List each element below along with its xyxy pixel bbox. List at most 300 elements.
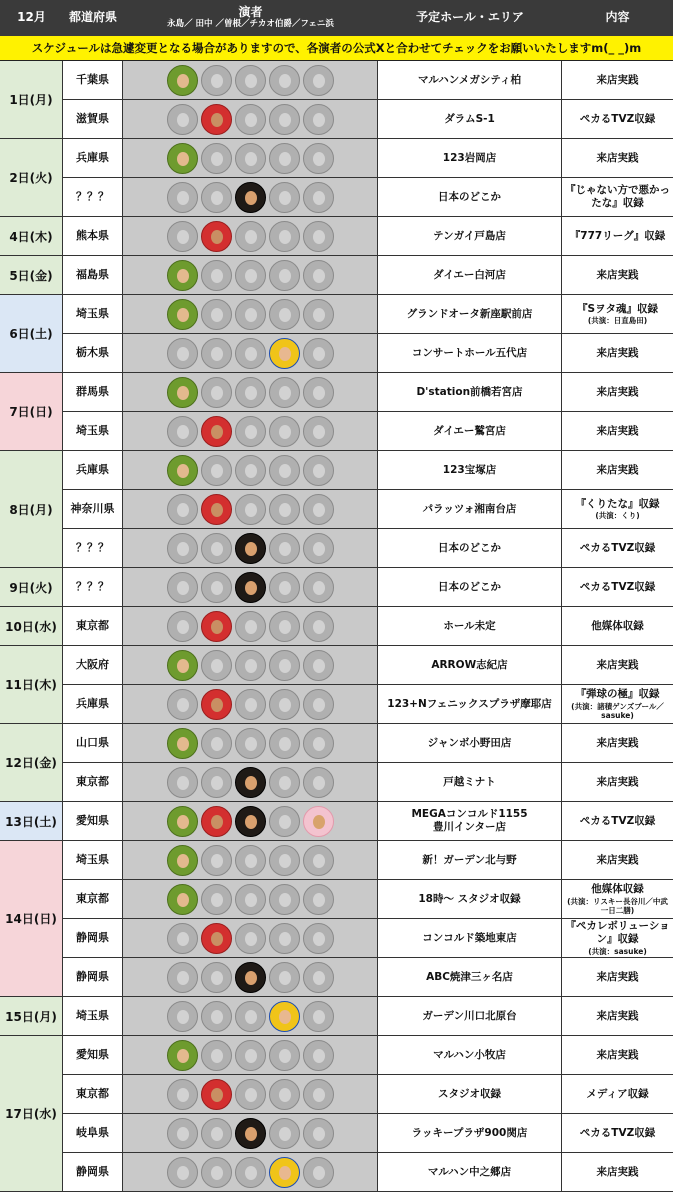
performer-avatar-inactive: [201, 182, 232, 213]
performer-avatar-inactive: [235, 65, 266, 96]
venue-cell: ガーデン川口北原台: [378, 997, 562, 1035]
content-cell: [562, 997, 673, 1035]
performers-cell: [123, 685, 378, 723]
prefecture-cell: 山口県: [63, 724, 123, 762]
performer-avatar-inactive: [303, 650, 334, 681]
performers-cell: [123, 802, 378, 840]
performer-avatar-inactive: [269, 65, 300, 96]
date-cell: 15日(月): [0, 997, 63, 1036]
performers-header-names: 永島／ 田中 ／曽根／チカオ伯爵／フェニ浜: [167, 19, 334, 30]
performers-cell: [123, 1153, 378, 1191]
content-cell: [562, 490, 673, 528]
venue-cell: コンコルド築地東店: [378, 919, 562, 957]
venue-cell: マルハン中之郷店: [378, 1153, 562, 1191]
prefecture-cell: 滋賀県: [63, 100, 123, 138]
performer-avatar-active: [201, 494, 232, 525]
content-cell: [562, 724, 673, 762]
performers-cell: [123, 256, 378, 294]
performer-avatar-inactive: [303, 494, 334, 525]
performer-avatar-inactive: [235, 494, 266, 525]
table-row: [63, 646, 673, 685]
performer-avatar-inactive: [201, 377, 232, 408]
table-row: [63, 529, 673, 568]
performers-cell: [123, 373, 378, 411]
performer-avatar-inactive: [235, 845, 266, 876]
table-row: [63, 490, 673, 529]
performer-avatar-inactive: [201, 143, 232, 174]
performer-avatar-inactive: [235, 1079, 266, 1110]
table-row: [63, 295, 673, 334]
prefecture-cell: 千葉県: [63, 61, 123, 99]
content-cell: [562, 1153, 673, 1191]
content-text: 来店実践: [596, 970, 639, 983]
performer-avatar-active: [235, 572, 266, 603]
performer-avatar-inactive: [201, 884, 232, 915]
performer-avatar-inactive: [167, 533, 198, 564]
venue-cell: ABC焼津三ヶ名店: [378, 958, 562, 996]
performer-avatar-inactive: [235, 728, 266, 759]
performer-avatar-active: [201, 923, 232, 954]
performer-avatar-inactive: [235, 377, 266, 408]
content-text: 来店実践: [596, 1165, 639, 1178]
date-cell: 4日(木): [0, 217, 63, 256]
content-note: (共演：日直島田): [587, 316, 648, 326]
performers-cell: [123, 412, 378, 450]
content-text: 他媒体収録: [591, 883, 644, 896]
performer-avatar-inactive: [269, 221, 300, 252]
content-text: 『じゃない方で悪かったな』収録: [565, 184, 670, 209]
prefecture-cell: 埼玉県: [63, 412, 123, 450]
performer-avatar-active: [269, 1001, 300, 1032]
prefecture-cell: 福島県: [63, 256, 123, 294]
date-cell: 7日(日): [0, 373, 63, 451]
performer-avatar-active: [167, 299, 198, 330]
date-cell: 2日(火): [0, 139, 63, 217]
performer-avatar-inactive: [269, 1040, 300, 1071]
content-cell: [562, 139, 673, 177]
content-cell: [562, 61, 673, 99]
content-text: 『777リーグ』収録: [569, 229, 666, 242]
performer-avatar-active: [235, 182, 266, 213]
performer-avatar-inactive: [201, 1040, 232, 1071]
venue-header: 予定ホール・エリア: [416, 10, 524, 25]
content-note: (共演：くり): [595, 511, 640, 521]
performers-cell: [123, 958, 378, 996]
performer-avatar-inactive: [201, 1157, 232, 1188]
date-cell: 6日(土): [0, 295, 63, 373]
prefecture-cell: 愛知県: [63, 1036, 123, 1074]
performer-avatar-inactive: [269, 1079, 300, 1110]
performer-avatar-inactive: [235, 923, 266, 954]
content-text: 『Sヲタ魂』収録: [577, 302, 658, 315]
venue-cell: 日本のどこか: [378, 178, 562, 216]
venue-cell: マルハン小牧店: [378, 1036, 562, 1074]
venue-cell: コンサートホール五代店: [378, 334, 562, 372]
performers-cell: [123, 1114, 378, 1152]
date-cell: 11日(木): [0, 646, 63, 724]
content-text: 来店実践: [596, 424, 639, 437]
performer-avatar-inactive: [201, 533, 232, 564]
performer-avatar-active: [235, 533, 266, 564]
table-row: [63, 763, 673, 802]
venue-cell: 123岩岡店: [378, 139, 562, 177]
performers-header-title: 演者: [238, 5, 263, 20]
venue-cell: ダラムS-1: [378, 100, 562, 138]
content-text: ペカるTVZ収録: [579, 814, 656, 827]
table-row: [63, 607, 673, 646]
performer-avatar-inactive: [235, 611, 266, 642]
performer-avatar-inactive: [201, 767, 232, 798]
performer-avatar-inactive: [269, 572, 300, 603]
performer-avatar-active: [167, 1040, 198, 1071]
content-cell: [562, 295, 673, 333]
performer-avatar-active: [269, 338, 300, 369]
content-cell: [562, 841, 673, 879]
performer-avatar-inactive: [201, 572, 232, 603]
prefecture-cell: 神奈川県: [63, 490, 123, 528]
content-cell: [562, 178, 673, 216]
performer-avatar-inactive: [235, 689, 266, 720]
performer-avatar-inactive: [201, 845, 232, 876]
performer-avatar-inactive: [201, 650, 232, 681]
table-row: [63, 1036, 673, 1075]
table-row: [63, 919, 673, 958]
performer-avatar-inactive: [269, 767, 300, 798]
venue-cell: ラッキープラザ900関店: [378, 1114, 562, 1152]
performer-avatar-inactive: [269, 377, 300, 408]
performer-avatar-inactive: [269, 143, 300, 174]
performers-cell: [123, 139, 378, 177]
performer-avatar-inactive: [269, 845, 300, 876]
performer-avatar-inactive: [303, 143, 334, 174]
performer-avatar-inactive: [269, 611, 300, 642]
table-row: [63, 412, 673, 451]
content-cell: [562, 373, 673, 411]
performer-avatar-inactive: [303, 104, 334, 135]
content-cell: [562, 334, 673, 372]
performer-avatar-inactive: [235, 416, 266, 447]
prefecture-cell: 愛知県: [63, 802, 123, 840]
performer-avatar-inactive: [201, 728, 232, 759]
prefecture-cell: 兵庫県: [63, 685, 123, 723]
performer-avatar-inactive: [303, 1157, 334, 1188]
content-cell: [562, 685, 673, 723]
content-note: (共演：諸積ゲンズブール／sasuke): [571, 701, 664, 720]
content-cell: [562, 256, 673, 294]
performers-cell: [123, 1075, 378, 1113]
venue-cell: スタジオ収録: [378, 1075, 562, 1113]
performer-avatar-inactive: [201, 65, 232, 96]
content-cell: [562, 763, 673, 801]
table-row: [63, 1114, 673, 1153]
venue-cell: ジャンボ小野田店: [378, 724, 562, 762]
performer-avatar-inactive: [235, 1001, 266, 1032]
performer-avatar-inactive: [269, 182, 300, 213]
performers-cell: [123, 763, 378, 801]
performer-avatar-inactive: [201, 1118, 232, 1149]
performer-avatar-active: [303, 806, 334, 837]
month-header: 12月: [17, 10, 46, 25]
performer-avatar-inactive: [303, 65, 334, 96]
content-cell: [562, 1114, 673, 1152]
performers-cell: [123, 919, 378, 957]
performers-cell: [123, 880, 378, 918]
content-text: ペカるTVZ収録: [579, 1126, 656, 1139]
performer-avatar-inactive: [303, 533, 334, 564]
prefecture-cell: 東京都: [63, 763, 123, 801]
table-row: [63, 880, 673, 919]
performer-avatar-inactive: [303, 1001, 334, 1032]
performer-avatar-inactive: [235, 884, 266, 915]
prefecture-cell: ？？？: [63, 178, 123, 216]
performer-avatar-inactive: [303, 1118, 334, 1149]
performer-avatar-inactive: [303, 728, 334, 759]
performers-cell: [123, 529, 378, 567]
performers-cell: [123, 295, 378, 333]
performers-header: [123, 0, 378, 36]
content-cell: [562, 646, 673, 684]
performer-avatar-inactive: [269, 260, 300, 291]
performer-avatar-active: [235, 767, 266, 798]
table-row: [63, 802, 673, 841]
performer-avatar-active: [201, 689, 232, 720]
prefecture-cell: ？？？: [63, 529, 123, 567]
prefecture-cell: 埼玉県: [63, 841, 123, 879]
performers-cell: [123, 451, 378, 489]
date-cell: 8日(月): [0, 451, 63, 568]
performer-avatar-active: [167, 728, 198, 759]
content-cell: [562, 1075, 673, 1113]
performer-avatar-inactive: [235, 455, 266, 486]
performer-avatar-inactive: [269, 299, 300, 330]
content-cell: [562, 529, 673, 567]
performer-avatar-inactive: [303, 689, 334, 720]
performer-avatar-inactive: [303, 1040, 334, 1071]
performer-avatar-active: [167, 455, 198, 486]
performer-avatar-active: [167, 377, 198, 408]
content-text: ペカるTVZ収録: [579, 580, 656, 593]
performer-avatar-inactive: [269, 416, 300, 447]
venue-cell: MEGAコンコルド1155 豊川インター店: [378, 802, 562, 840]
performer-avatar-active: [167, 650, 198, 681]
performer-avatar-inactive: [269, 1118, 300, 1149]
prefecture-cell: 熊本県: [63, 217, 123, 255]
table-row: [63, 61, 673, 100]
performer-avatar-inactive: [303, 572, 334, 603]
performer-avatar-inactive: [167, 416, 198, 447]
prefecture-cell: 兵庫県: [63, 451, 123, 489]
performer-avatar-inactive: [269, 728, 300, 759]
content-text: 来店実践: [596, 1048, 639, 1061]
performer-avatar-inactive: [303, 338, 334, 369]
performer-avatar-inactive: [167, 1001, 198, 1032]
table-row: [63, 139, 673, 178]
performer-avatar-inactive: [303, 221, 334, 252]
performer-avatar-active: [167, 143, 198, 174]
content-text: 来店実践: [596, 658, 639, 671]
content-text: 他媒体収録: [591, 619, 644, 632]
date-cell: 9日(火): [0, 568, 63, 607]
performer-avatar-inactive: [167, 1118, 198, 1149]
content-text: 来店実践: [596, 268, 639, 281]
date-cell: 17日(水): [0, 1036, 63, 1192]
performer-avatar-inactive: [201, 299, 232, 330]
performer-avatar-inactive: [235, 650, 266, 681]
performer-avatar-inactive: [235, 1157, 266, 1188]
performer-avatar-inactive: [269, 923, 300, 954]
content-cell: [562, 880, 673, 918]
performer-avatar-inactive: [235, 104, 266, 135]
venue-cell: 123宝塚店: [378, 451, 562, 489]
performer-avatar-active: [201, 611, 232, 642]
performers-cell: [123, 1036, 378, 1074]
venue-cell: 日本のどこか: [378, 529, 562, 567]
performer-avatar-inactive: [303, 455, 334, 486]
performer-avatar-inactive: [269, 104, 300, 135]
date-cell: 12日(金): [0, 724, 63, 802]
performer-avatar-inactive: [167, 494, 198, 525]
prefecture-cell: 東京都: [63, 607, 123, 645]
performers-cell: [123, 334, 378, 372]
performer-avatar-inactive: [303, 962, 334, 993]
performer-avatar-inactive: [235, 299, 266, 330]
content-text: 来店実践: [596, 73, 639, 86]
performer-avatar-active: [235, 1118, 266, 1149]
table-row: [63, 568, 673, 607]
performer-avatar-inactive: [167, 767, 198, 798]
performers-cell: [123, 61, 378, 99]
content-text: 来店実践: [596, 385, 639, 398]
prefecture-cell: 埼玉県: [63, 295, 123, 333]
performer-avatar-active: [167, 884, 198, 915]
performers-cell: [123, 607, 378, 645]
date-cell: 10日(水): [0, 607, 63, 646]
venue-cell: ダイエー白河店: [378, 256, 562, 294]
content-text: 来店実践: [596, 463, 639, 476]
prefecture-cell: 静岡県: [63, 958, 123, 996]
prefecture-cell: 東京都: [63, 880, 123, 918]
prefecture-cell: 栃木県: [63, 334, 123, 372]
content-cell: [562, 607, 673, 645]
table-row: [63, 685, 673, 724]
prefecture-cell: 静岡県: [63, 1153, 123, 1191]
venue-cell: ダイエー鷲宮店: [378, 412, 562, 450]
performer-avatar-inactive: [235, 1040, 266, 1071]
content-cell: [562, 451, 673, 489]
performer-avatar-inactive: [167, 923, 198, 954]
table-header: [0, 0, 673, 36]
content-text: 来店実践: [596, 853, 639, 866]
content-note: (共演：リスキー長谷川／中武一日二膳): [567, 896, 668, 915]
content-text: 『ペカレボリューション』収録: [565, 920, 670, 945]
performer-avatar-inactive: [201, 260, 232, 291]
notice-banner: スケジュールは急遽変更となる場合がありますので、各演者の公式Xと合わせてチェックをお願いいたしますm(_ _)m: [0, 36, 673, 61]
performer-avatar-inactive: [303, 416, 334, 447]
performer-avatar-active: [201, 416, 232, 447]
venue-cell: グランドオータ新座駅前店: [378, 295, 562, 333]
performer-avatar-inactive: [167, 962, 198, 993]
content-cell: [562, 958, 673, 996]
content-cell: [562, 100, 673, 138]
performer-avatar-inactive: [201, 455, 232, 486]
content-text: 『弾球の極』収録: [575, 688, 660, 701]
content-text: 『くりたな』収録: [575, 497, 660, 510]
performer-avatar-inactive: [269, 650, 300, 681]
prefecture-cell: 東京都: [63, 1075, 123, 1113]
performer-avatar-active: [235, 806, 266, 837]
venue-cell: ARROW志紀店: [378, 646, 562, 684]
performer-avatar-inactive: [167, 1079, 198, 1110]
performer-avatar-inactive: [303, 767, 334, 798]
table-row: [63, 256, 673, 295]
table-row: [63, 178, 673, 217]
table-row: [63, 724, 673, 763]
performers-cell: [123, 490, 378, 528]
content-cell: [562, 217, 673, 255]
performer-avatar-active: [167, 845, 198, 876]
performer-avatar-inactive: [201, 338, 232, 369]
performer-avatar-inactive: [303, 923, 334, 954]
venue-cell: 戸越ミナト: [378, 763, 562, 801]
prefecture-cell: 兵庫県: [63, 139, 123, 177]
table-row: [63, 997, 673, 1036]
content-text: 来店実践: [596, 736, 639, 749]
performer-avatar-active: [167, 65, 198, 96]
performer-avatar-inactive: [269, 494, 300, 525]
performer-avatar-inactive: [167, 182, 198, 213]
performer-avatar-inactive: [269, 806, 300, 837]
date-cell: 14日(日): [0, 841, 63, 997]
performer-avatar-inactive: [303, 299, 334, 330]
content-text: 来店実践: [596, 1009, 639, 1022]
prefecture-cell: 静岡県: [63, 919, 123, 957]
performer-avatar-active: [201, 1079, 232, 1110]
prefecture-cell: 大阪府: [63, 646, 123, 684]
table-row: [63, 100, 673, 139]
venue-cell: マルハンメガシティ柏: [378, 61, 562, 99]
performer-avatar-inactive: [167, 1157, 198, 1188]
performer-avatar-inactive: [201, 962, 232, 993]
performer-avatar-inactive: [303, 1079, 334, 1110]
performers-cell: [123, 997, 378, 1035]
venue-cell: D'station前橋若宮店: [378, 373, 562, 411]
performer-avatar-inactive: [167, 572, 198, 603]
content-text: 来店実践: [596, 151, 639, 164]
performer-avatar-inactive: [269, 689, 300, 720]
table-row: [63, 841, 673, 880]
content-text: 来店実践: [596, 346, 639, 359]
table-row: [63, 451, 673, 490]
content-text: メディア収録: [586, 1087, 649, 1100]
venue-cell: 123+Nフェニックスプラザ摩耶店: [378, 685, 562, 723]
venue-cell: パラッツォ湘南台店: [378, 490, 562, 528]
performers-cell: [123, 646, 378, 684]
performers-cell: [123, 841, 378, 879]
content-text: ペカるTVZ収録: [579, 112, 656, 125]
performer-avatar-inactive: [235, 338, 266, 369]
performer-avatar-inactive: [167, 221, 198, 252]
content-cell: [562, 919, 673, 957]
performer-avatar-active: [269, 1157, 300, 1188]
performer-avatar-active: [201, 104, 232, 135]
date-cell: 1日(月): [0, 61, 63, 139]
performer-avatar-inactive: [303, 845, 334, 876]
venue-cell: 新！ガーデン北与野: [378, 841, 562, 879]
content-cell: [562, 1036, 673, 1074]
table-row: [63, 1075, 673, 1114]
content-cell: [562, 802, 673, 840]
performer-avatar-inactive: [167, 689, 198, 720]
